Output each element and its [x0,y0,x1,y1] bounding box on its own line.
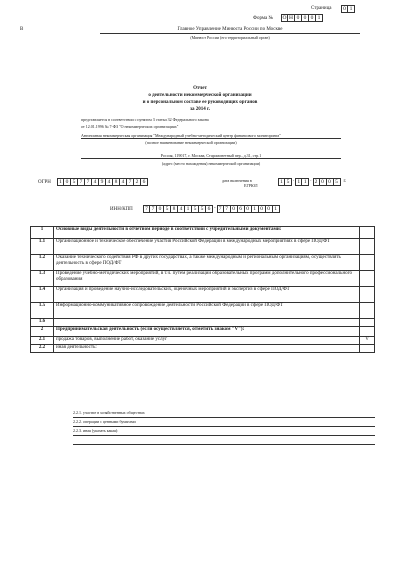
row-number: 2.1 [31,337,54,345]
page-label: Страница [311,6,332,11]
ogrn-digit: 7 [85,178,92,186]
row-text: Предпринимательская деятельность (если осуществляется, отметить знаком "V"): [54,327,360,337]
date-digit: 1 [295,178,302,186]
inn-digit: 6 [206,205,213,213]
row-text: Оказание технического содействия РФ в других государствах, а также международным и региональным организациям, осуществлять деятельность в сфере ПОД/ФТ [54,255,360,271]
row-text: Организационное и техническое обеспечение участия Российской Федерации в международных мероприятиях в сфере ПОД/ФТ [54,239,360,255]
ogrn-digit: 9 [99,178,106,186]
row-mark [360,303,375,319]
table-row [31,345,375,353]
kpp-digit: 6 [238,205,245,213]
form-digit: 0 [295,14,302,22]
ogrn-digit: 0 [64,178,71,186]
ogrn-digit: 4 [120,178,127,186]
legal-basis-line2: от 12.01.1996 № 7-ФЗ "О некоммерческих организациях" [81,124,179,129]
date-digit: 0 [320,178,327,186]
other-activities-list [73,409,375,445]
date-digit: 0 [327,178,334,186]
page-number-boxes [341,5,355,13]
egrul-date [278,178,346,186]
inn-kpp-label: ИНН/КПП [110,207,133,212]
date-digit: 5 [285,178,292,186]
report-period: за 2014 г. [190,107,210,112]
prefix-b: В [20,27,24,32]
row-number: 1.3 [31,271,54,287]
row-mark [360,287,375,303]
ogrn-digit: 7 [78,178,85,186]
ogrn-digit: 7 [127,178,134,186]
row-mark [360,255,375,271]
inn-digit: 4 [178,205,185,213]
inn-digit: 0 [157,205,164,213]
ogrn-digit: 2 [134,178,141,186]
row-mark [360,327,375,337]
kpp-digit: 0 [231,205,238,213]
row-number: 1.4 [31,287,54,303]
report-title: Отчет [193,86,207,91]
row-number: 2 [31,327,54,337]
ogrn-digit: 6 [141,178,148,186]
row-mark [360,319,375,327]
table-row [31,337,375,345]
form-number-boxes [281,14,323,22]
date-separator: . [293,178,295,183]
form-digit: 0 [302,14,309,22]
table-row [31,327,375,337]
table-row [31,239,375,255]
row-number: 1.1 [31,239,54,255]
ogrn-label: ОГРН [38,180,51,185]
table-row [31,271,375,287]
row-number: 1.5 [31,303,54,319]
inn-digit: 8 [171,205,178,213]
form-digit: 1 [316,14,323,22]
inn-digit: 5 [192,205,199,213]
table-row [31,255,375,271]
inn-digit: 5 [199,205,206,213]
activities-table [30,226,375,353]
legal-basis-line1: представляется в соответствии с пунктом 3 статьи 32 Федерального закона [81,117,209,122]
ogrn-digit: 8 [113,178,120,186]
form-digit: О [282,15,287,21]
form-label: Форма № [253,16,274,21]
row-mark [360,239,375,255]
row-number: 1.6 [31,319,54,327]
row-text: продажа товаров, выполнение работ, оказание услуг [54,337,360,345]
date-suffix: г. [343,179,347,184]
date-separator: . [310,178,312,183]
row-number: 1.2 [31,255,54,271]
inn-boxes [143,205,280,213]
form-digit: 0 [309,14,316,22]
date-digit: 5 [334,178,341,186]
sub-item: 2.2.2. операции с ценными бумагами [73,418,375,427]
kpp-digit: 1 [252,205,259,213]
page-digit: 1 [348,5,355,13]
row-text: Организация и проведение научно-исследовательских, оценочных мероприятий и экспертиз в сфере ПОД/ФТ [54,287,360,303]
ogrn-digit: 5 [71,178,78,186]
date-digit: 1 [278,178,285,186]
ogrn-digit: 4 [92,178,99,186]
report-title-line2: о деятельности некоммерческой организации [148,93,252,98]
ogrn-boxes [57,178,148,186]
kpp-digit: 0 [259,205,266,213]
page-digit: 0 [341,5,348,13]
row-text: иная деятельность: [54,345,360,353]
inn-digit: 1 [185,205,192,213]
table-row [31,319,375,327]
row-mark [360,227,375,239]
row-text: Проведение учебно-методических мероприятий, в т.ч. путем реализации образовательных программ дополнительного профессионального образования [54,271,360,287]
row-number: 2.2 [31,345,54,353]
date-digit: 2 [313,178,320,186]
sub-item-blank-line [73,436,375,445]
row-number: 1 [31,227,54,239]
table-row [31,227,375,239]
kpp-digit: 1 [273,205,280,213]
kpp-digit: 7 [217,205,224,213]
sub-item: 2.2.3. иная (указать какая): [73,427,375,436]
date-digit: 1 [302,178,309,186]
sub-item: 2.2.1. участие в хозяйственных обществах [73,409,375,418]
report-title-line3: и о персональном составе ее руководящих органов [142,100,258,105]
inn-digit: 7 [150,205,157,213]
inn-kpp-separator: - [214,206,216,211]
kpp-digit: 7 [224,205,231,213]
organization-address-caption: (адрес (место нахождения) некоммерческой организации) [161,161,261,166]
ogrn-digit: 4 [106,178,113,186]
row-mark [360,271,375,287]
organization-address: Россия, 119017, г. Москва, Старомонетный пер., д.31, стр.1 [81,153,341,159]
form-digit: Н [288,14,295,22]
row-text: Основные виды деятельности в отчетном периоде в соответствии с учредительными документами: [54,227,360,239]
row-mark [360,345,375,353]
row-text: Информационно-коммуникативное сопровождение деятельности Российской Федерации в сфере ПОД/ФТ [54,303,360,319]
egrul-label: дата включения в ЕГРЮЛ [222,178,258,188]
table-row [31,287,375,303]
ogrn-digit: 1 [57,178,64,186]
table-row [31,303,375,319]
authority-caption: (Минюст России (его территориальный орган) [190,35,270,40]
authority-name: Главное Управление Минюста России по Москве [100,27,360,34]
kpp-digit: 0 [245,205,252,213]
kpp-digit: 0 [266,205,273,213]
organization-name-caption: (полное наименование некоммерческой организации) [145,140,237,145]
row-text [54,319,360,327]
organization-name: Автономная некоммерческая организация "Международный учебно-методический центр финансового мониторинга" [81,133,341,139]
row-mark: V [360,337,375,345]
inn-digit: 5 [164,205,171,213]
inn-digit: 7 [143,205,150,213]
